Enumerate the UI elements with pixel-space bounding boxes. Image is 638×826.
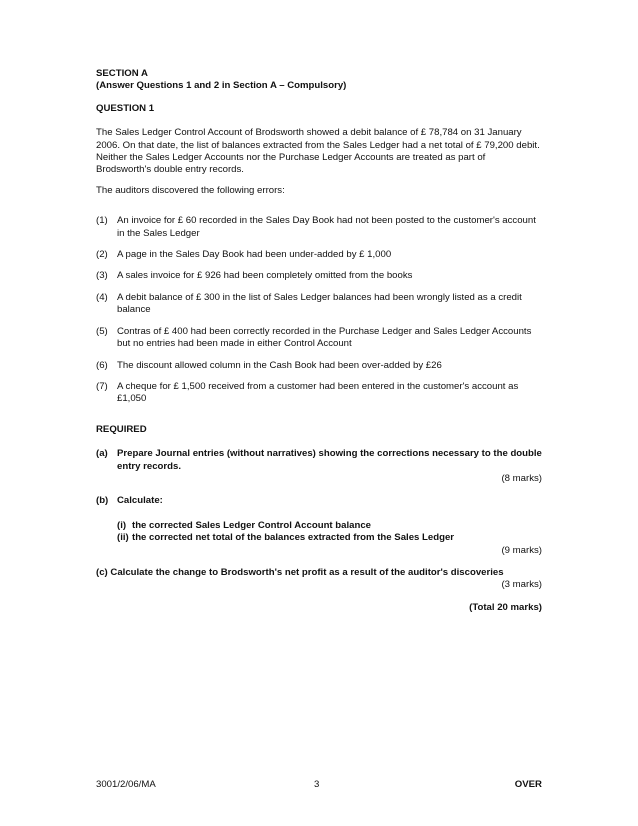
section-title: SECTION A xyxy=(96,68,148,79)
list-item-text: A cheque for £ 1,500 received from a customer had been entered in the customer's account as £1,050 xyxy=(117,380,519,405)
list-item-text: The discount allowed column in the Cash Book had been over-added by £26 xyxy=(117,359,442,371)
sub-item-text: the corrected Sales Ledger Control Account balance xyxy=(132,519,372,531)
list-item-text: A sales invoice for £ 926 had been completely omitted from the books xyxy=(117,270,413,282)
errors-list xyxy=(96,215,542,405)
required-part-b xyxy=(96,495,542,507)
list-item-number: (5) xyxy=(96,325,108,337)
required-heading: REQUIRED xyxy=(96,423,147,435)
list-item-number: (1) xyxy=(96,215,108,227)
list-item xyxy=(96,326,542,351)
part-b-number: (b) xyxy=(96,495,109,507)
list-item xyxy=(96,215,542,240)
total-marks: (Total 20 marks) xyxy=(469,601,542,613)
paper-code: 3001/2/06/MA xyxy=(96,779,156,790)
part-b-text: Calculate: xyxy=(117,495,163,507)
part-c-text: (c) Calculate the change to Brodsworth's net profit as a result of the auditor's discoveries xyxy=(96,566,504,578)
part-b-subitems xyxy=(96,520,542,545)
part-a-text: Prepare Journal entries (without narratives) showing the corrections necessary to the double entry records. xyxy=(117,448,542,472)
page-number: 3 xyxy=(314,779,320,790)
list-item-number: (6) xyxy=(96,359,108,371)
list-item-text: A page in the Sales Day Book had been under-added by £ 1,000 xyxy=(117,249,392,261)
intro-paragraph: The Sales Ledger Control Account of Brodsworth showed a debit balance of £ 78,784 on 31 January 2006. On that date, the list of balances extracted from the Sales Ledger had a net total of £ 79,200 debit. Neither the Sales Ledger Accounts nor the Purchase Ledger Accounts are treated as part of Brodsworth's double entry records. xyxy=(96,127,540,176)
page-footer xyxy=(96,779,542,793)
list-item-number: (3) xyxy=(96,270,108,282)
sub-item xyxy=(117,532,542,544)
question-title: QUESTION 1 xyxy=(96,102,155,114)
list-item-text: Contras of £ 400 had been correctly recorded in the Purchase Ledger and Sales Ledger Accounts but no entries had been made in either Control Account xyxy=(117,325,532,350)
part-a-number: (a) xyxy=(96,448,108,460)
list-item-number: (7) xyxy=(96,380,108,392)
part-a-marks: (8 marks) xyxy=(501,472,542,484)
part-b-marks: (9 marks) xyxy=(501,544,542,556)
part-c-marks: (3 marks) xyxy=(501,579,542,591)
sub-item-number: (ii) xyxy=(117,532,129,544)
exam-page xyxy=(96,68,542,614)
sub-item-number: (i) xyxy=(117,519,127,531)
over-label: OVER xyxy=(514,779,542,790)
list-item xyxy=(96,292,542,317)
list-item-number: (2) xyxy=(96,249,108,261)
sub-item xyxy=(117,520,542,532)
section-instruction: (Answer Questions 1 and 2 in Section A – Compulsory) xyxy=(96,80,347,92)
errors-intro: The auditors discovered the following errors: xyxy=(96,184,285,196)
list-item xyxy=(96,360,542,372)
list-item-number: (4) xyxy=(96,291,108,303)
list-item-text: An invoice for £ 60 recorded in the Sales Day Book had not been posted to the customer's account in the Sales Ledger xyxy=(117,215,536,239)
sub-item-text: the corrected net total of the balances extracted from the Sales Ledger xyxy=(132,532,455,544)
list-item xyxy=(96,270,542,282)
list-item-text: A debit balance of £ 300 in the list of Sales Ledger balances had been wrongly listed as a credit balance xyxy=(117,291,522,316)
list-item xyxy=(96,381,542,406)
required-part-a xyxy=(96,448,542,473)
list-item xyxy=(96,249,542,261)
